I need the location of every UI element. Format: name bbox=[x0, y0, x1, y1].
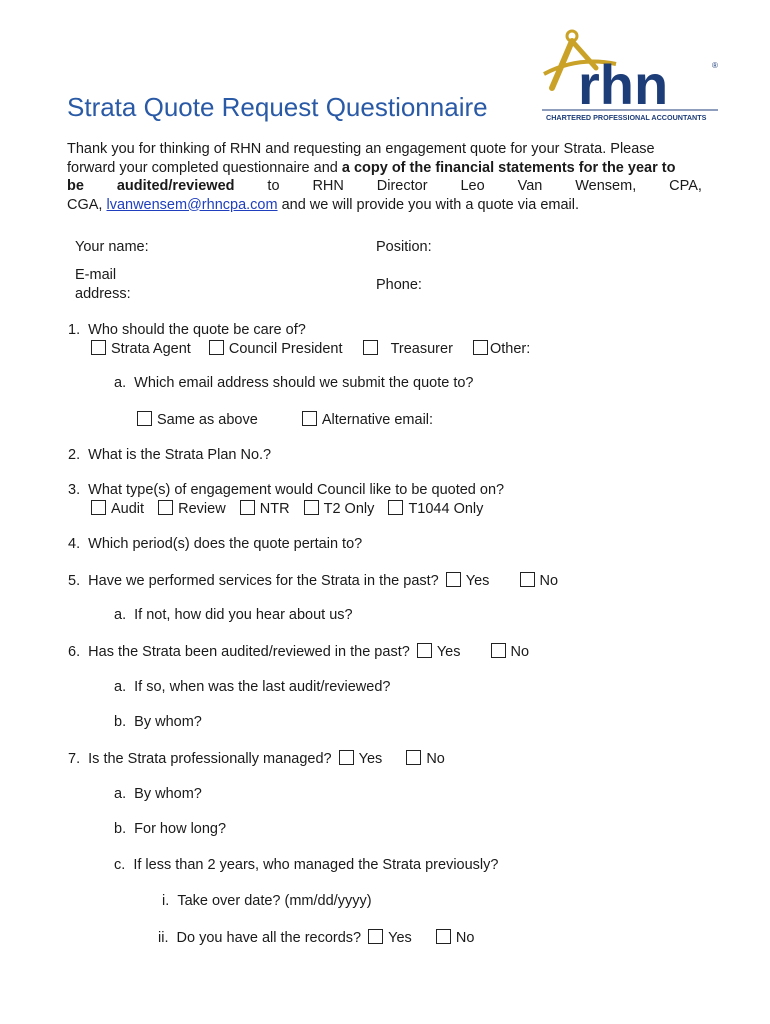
intro-word: Van bbox=[517, 178, 543, 194]
rhn-logo bbox=[538, 28, 723, 124]
q7cii-no-checkbox[interactable] bbox=[436, 929, 451, 944]
yes-label: Yes bbox=[388, 930, 412, 946]
no-label: No bbox=[510, 644, 530, 660]
yes-label: Yes bbox=[358, 751, 383, 767]
question-text: What type(s) of engagement would Council like to be quoted on? bbox=[88, 482, 505, 498]
question-7b bbox=[114, 821, 226, 837]
question-text: Has the Strata been audited/reviewed in the past? bbox=[88, 644, 410, 660]
intro-line-1: Thank you for thinking of RHN and requesting an engagement quote for your Strata. Please bbox=[67, 141, 655, 157]
review-checkbox[interactable] bbox=[158, 500, 173, 515]
logo-tagline: CHARTERED PROFESSIONAL ACCOUNTANTS bbox=[546, 113, 707, 122]
ntr-checkbox[interactable] bbox=[240, 500, 255, 515]
question-6b bbox=[114, 714, 202, 730]
question-6 bbox=[68, 643, 529, 660]
question-7a bbox=[114, 786, 202, 802]
option-label: Strata Agent bbox=[111, 341, 191, 357]
question-4 bbox=[68, 536, 362, 552]
question-number: b. bbox=[114, 821, 127, 837]
q7-yes-checkbox[interactable] bbox=[339, 750, 354, 765]
q1-options bbox=[91, 340, 530, 357]
t1044-only-checkbox[interactable] bbox=[388, 500, 403, 515]
question-text: If so, when was the last audit/reviewed? bbox=[134, 679, 391, 695]
email-label-line2: address: bbox=[75, 286, 131, 302]
position-label: Position: bbox=[376, 239, 432, 255]
alternative-email-checkbox[interactable] bbox=[302, 411, 317, 426]
intro-line-3 bbox=[67, 177, 702, 196]
phone-label: Phone: bbox=[376, 277, 422, 293]
question-text: What is the Strata Plan No.? bbox=[88, 447, 272, 463]
question-1 bbox=[68, 322, 306, 338]
option-label: Treasurer bbox=[390, 341, 453, 357]
question-number: a. bbox=[114, 786, 127, 802]
q7cii-yes-checkbox[interactable] bbox=[368, 929, 383, 944]
q3-options bbox=[91, 500, 483, 517]
intro-word: Wensem, bbox=[575, 178, 637, 194]
question-text: Is the Strata professionally managed? bbox=[88, 751, 332, 767]
question-number: i. bbox=[162, 893, 170, 909]
question-text: If not, how did you hear about us? bbox=[134, 607, 353, 623]
name-label: Your name: bbox=[75, 239, 149, 255]
question-number: c. bbox=[114, 857, 126, 873]
question-number: 1. bbox=[68, 322, 81, 338]
question-text: By whom? bbox=[134, 786, 202, 802]
option-label: Alternative email: bbox=[321, 412, 434, 428]
compass-icon bbox=[538, 28, 723, 124]
intro-bold-text: a copy of the financial statements for the year to bbox=[341, 159, 676, 176]
option-label: Other: bbox=[489, 341, 531, 357]
question-number: 3. bbox=[68, 482, 81, 498]
other-checkbox[interactable] bbox=[473, 340, 488, 355]
intro-line-4 bbox=[67, 196, 702, 215]
question-5 bbox=[68, 572, 558, 589]
question-3 bbox=[68, 482, 504, 498]
intro-paragraph bbox=[67, 140, 702, 214]
question-1a bbox=[114, 375, 473, 391]
question-number: 6. bbox=[68, 644, 81, 660]
question-number: 2. bbox=[68, 447, 81, 463]
question-number: 4. bbox=[68, 536, 81, 552]
intro-word: audited/reviewed bbox=[116, 178, 235, 194]
question-number: a. bbox=[114, 607, 127, 623]
question-number: 7. bbox=[68, 751, 81, 767]
audit-checkbox[interactable] bbox=[91, 500, 106, 515]
treasurer-checkbox[interactable] bbox=[363, 340, 378, 355]
email-link[interactable]: lvanwensem@rhncpa.com bbox=[106, 196, 278, 213]
intro-word: Director bbox=[376, 178, 428, 194]
question-text: By whom? bbox=[134, 714, 202, 730]
q5-no-checkbox[interactable] bbox=[520, 572, 535, 587]
q1a-options bbox=[137, 411, 433, 428]
option-label: NTR bbox=[259, 501, 290, 517]
no-label: No bbox=[539, 573, 559, 589]
t2-only-checkbox[interactable] bbox=[304, 500, 319, 515]
intro-word: Leo bbox=[460, 178, 485, 194]
intro-word: RHN bbox=[312, 178, 344, 194]
option-label: Review bbox=[178, 501, 226, 517]
question-text: Who should the quote be care of? bbox=[88, 322, 306, 338]
question-number: ii. bbox=[158, 930, 169, 946]
question-7 bbox=[68, 750, 445, 767]
intro-word: CPA, bbox=[669, 178, 702, 194]
q6-no-checkbox[interactable] bbox=[491, 643, 506, 658]
question-number: b. bbox=[114, 714, 127, 730]
question-number: 5. bbox=[68, 573, 81, 589]
question-text: Which email address should we submit the quote to? bbox=[134, 375, 474, 391]
strata-agent-checkbox[interactable] bbox=[91, 340, 106, 355]
question-text: Have we performed services for the Strata in the past? bbox=[88, 573, 439, 589]
question-5a bbox=[114, 607, 353, 623]
q5-yes-checkbox[interactable] bbox=[446, 572, 461, 587]
registered-mark: ® bbox=[712, 61, 718, 70]
option-label: T2 Only bbox=[323, 501, 375, 517]
question-7c bbox=[114, 857, 498, 873]
yes-label: Yes bbox=[465, 573, 490, 589]
no-label: No bbox=[426, 751, 445, 767]
question-text: Take over date? (mm/dd/yyyy) bbox=[177, 893, 372, 909]
same-as-above-checkbox[interactable] bbox=[137, 411, 152, 426]
question-text: Do you have all the records? bbox=[176, 930, 362, 946]
intro-word: to bbox=[267, 178, 280, 194]
question-6a bbox=[114, 679, 390, 695]
intro-text: forward your completed questionnaire and bbox=[67, 159, 342, 176]
question-2 bbox=[68, 447, 271, 463]
intro-line-2 bbox=[67, 159, 702, 178]
council-president-checkbox[interactable] bbox=[209, 340, 224, 355]
intro-word: be bbox=[67, 178, 84, 194]
question-number: a. bbox=[114, 375, 127, 391]
intro-text: CGA, bbox=[67, 196, 107, 213]
email-label-line1: E-mail bbox=[75, 267, 117, 283]
intro-text: and we will provide you with a quote via email. bbox=[277, 196, 579, 213]
yes-label: Yes bbox=[436, 644, 461, 660]
q7-no-checkbox[interactable] bbox=[406, 750, 421, 765]
question-number: a. bbox=[114, 679, 127, 695]
option-label: Council President bbox=[228, 341, 343, 357]
page-title: Strata Quote Request Questionnaire bbox=[67, 92, 488, 122]
option-label: Audit bbox=[111, 501, 145, 517]
question-7c-i bbox=[162, 893, 372, 909]
question-text: For how long? bbox=[134, 821, 227, 837]
question-7c-ii bbox=[158, 929, 474, 946]
question-text: Which period(s) does the quote pertain to? bbox=[88, 536, 363, 552]
option-label: Same as above bbox=[157, 412, 258, 428]
q6-yes-checkbox[interactable] bbox=[417, 643, 432, 658]
option-label: T1044 Only bbox=[408, 501, 484, 517]
question-text: If less than 2 years, who managed the Strata previously? bbox=[133, 857, 499, 873]
logo-brand: rhn bbox=[578, 53, 669, 116]
no-label: No bbox=[455, 930, 475, 946]
